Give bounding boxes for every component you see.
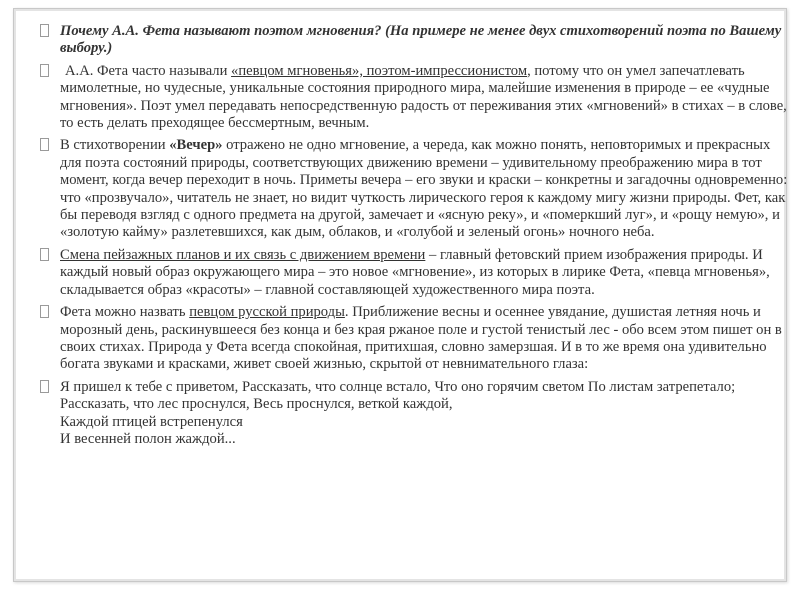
bullet-paragraph-1: [36, 63, 790, 133]
p1-underlined: «певцом мгновенья», поэтом-импрессионистом: [231, 62, 528, 79]
bullet-paragraph-3: [36, 247, 790, 299]
p4-underlined: певцом русской природы: [189, 304, 345, 321]
p1-after: , потому что он умел запечатлевать мимолетные, но чудесные, уникальные состояния природного мира, малейшие изменения в природе – ее «чудные мгновения». Поэт умел передавать непосредственную радость от переживания этих «мгновений» в стихах – в слове, то есть делать преходящее бессмертным, вечным.: [60, 62, 787, 132]
bullet-poem: [36, 379, 790, 449]
bullet-marker-icon: [40, 64, 49, 77]
p2-bold: «Вечер»: [169, 137, 223, 154]
slide-content: [36, 23, 790, 453]
bullet-question: [36, 23, 790, 58]
question-text: Почему А.А. Фета называют поэтом мгновения? (На примере не менее двух стихотворений поэта по Вашему выбору.): [60, 23, 782, 57]
bullet-marker-icon: [40, 24, 49, 37]
poem-line-3: И весенней полон жаждой...: [60, 430, 236, 447]
poem-line-2: Каждой птицей встрепенулся: [60, 413, 243, 430]
p3-underlined: Смена пейзажных планов и их связь с движением времени: [60, 246, 426, 263]
bullet-marker-icon: [40, 138, 49, 151]
slide-frame: [13, 8, 787, 582]
p2-after: отражено не одно мгновение, а череда, как можно понять, неповторимых и прекрасных для поэта состояний природы, соответствующих движению времени – удивительному преображению мира в тот момент, когда вечер переходит в ночь. Приметы вечера – его звуки и краски – конкретны и загадочны одновременно: что «прозвучало», читатель не знает, но видит чуткость лирического героя к каждому мигу жизни природы. Фет, как бы переводя взгляд с одного предмета на другой, замечает и «ясную реку», и «померкший луг», и «рощу немую», и «золотую кайму» разлетевшихся, как дым, облаков, и «голубой и зеленый огонь» ночного неба.: [60, 137, 788, 241]
bullet-marker-icon: [40, 305, 49, 318]
p2-before: В стихотворении: [60, 137, 170, 154]
poem-line-1: Я пришел к тебе с приветом, Рассказать, что солнце встало, Что оно горячим светом По листам затрепетало; Рассказать, что лес проснулся, Весь проснулся, веткой каждой,: [60, 378, 736, 413]
bullet-paragraph-4: [36, 304, 790, 374]
bullet-marker-icon: [40, 248, 49, 261]
p1-before: А.А. Фета часто называли: [65, 62, 232, 79]
p4-after: . Приближение весны и осеннее увядание, душистая летняя ночь и морозный день, раскинувшееся без конца и без края ржаное поле и густой тенистый лес - обо всем этом пишет он в своих стихах. Природа у Фета всегда спокойная, притихшая, словно замерзшая. И в то же время она удивительно богата звуками и красками, живет своей жизнью, скрытой от невнимательного глаза:: [60, 304, 782, 373]
p4-before: Фета можно назвать: [60, 304, 190, 321]
bullet-marker-icon: [40, 380, 49, 393]
p3-after: – главный фетовский прием изображения природы. И каждый новый образ окружающего мира – это новое «мгновение», из которых в лирике Фета, «певца мгновенья», складывается образ «красоты» – главной составляющей художественного мира поэта.: [60, 246, 770, 298]
bullet-paragraph-2: [36, 137, 790, 241]
